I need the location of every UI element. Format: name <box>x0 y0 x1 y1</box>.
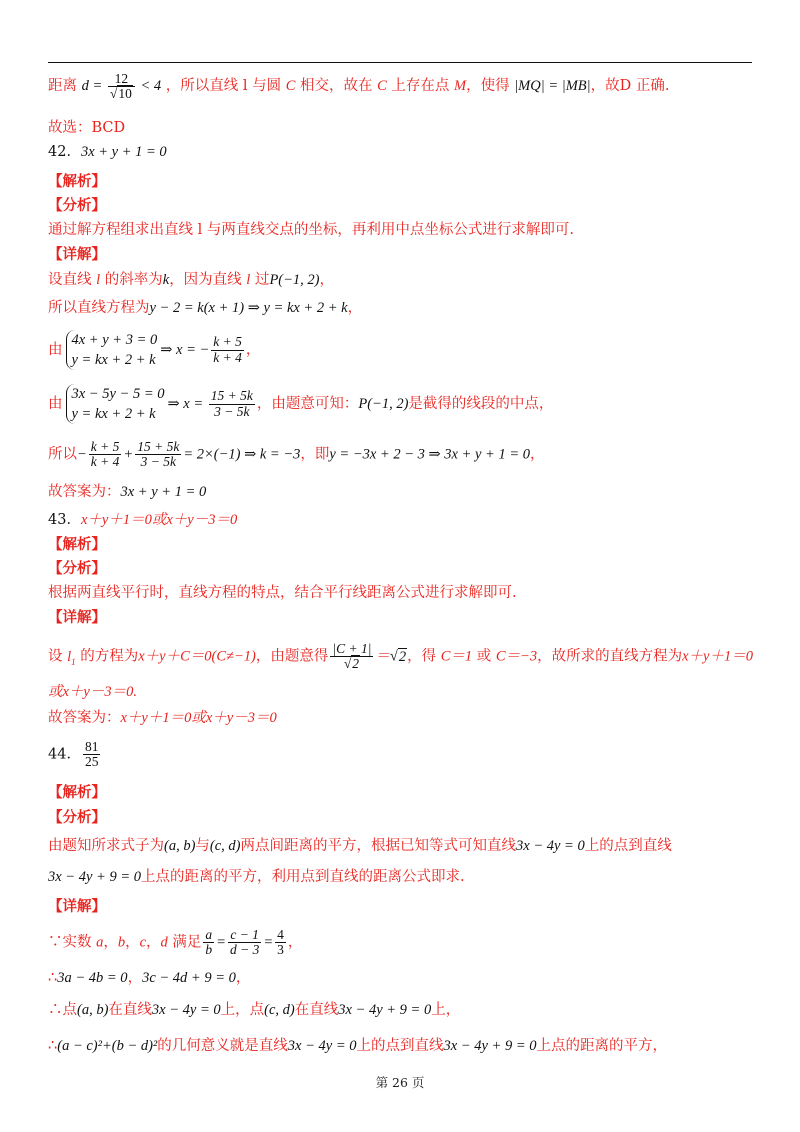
q42-step2: 所以直线方程为y − 2 = k(x + 1) ⇒ y = kx + 2 + k， <box>48 300 363 316</box>
q43-label-xiangjie: 【详解】 <box>48 609 106 626</box>
q44-step4: ∴(a − c)²+(b − d)²的几何意义就是直线3x − 4y = 0上的点到直线3x − 4y + 9 = 0上点的距离的平方， <box>48 1038 667 1054</box>
q42-step1: 设直线 l 的斜率为k，因为直线 l 过P(−1, 2)， <box>48 272 334 288</box>
q43-label-jiexi: 【解析】 <box>48 536 106 553</box>
q42-label-xiangjie: 【详解】 <box>48 246 106 263</box>
q44-label-fenxi: 【分析】 <box>48 809 106 826</box>
q43-heading: 43．x＋y＋1＝0或x＋y－3＝0 <box>48 512 238 528</box>
q44-label-xiangjie: 【详解】 <box>48 898 106 915</box>
q42-step5: 所以− $\frac{k + 5}{k + 4}$ + $\frac{15 + 5k}{3 - 5k}$ = 2×(−1) ⇒ k = −3，即y = −3x + 2 − 3 ⇒ 3x + y + 1 = 0， <box>48 439 545 470</box>
header-rule <box>48 62 752 63</box>
q42-answer: 故答案为：3x + y + 1 = 0 <box>48 484 207 500</box>
q42-step3: 由 4x + y + 3 = 0 y = kx + 2 + k ⇒ x = − $\frac{k + 5}{k + 4}$ ， <box>48 332 261 368</box>
q41-conclusion: 距离 d = $\frac{12}{√10}$ < 4 ，所以直线 l 与圆 C 相交，故在 C 上存在点 M，使得 |MQ| = |MB|，故D 正确. <box>48 71 670 102</box>
q44-analysis-line1: 由题知所求式子为(a, b)与(c, d)两点间距离的平方，根据已知等式可知直线3x − 4y = 0上的点到直线 <box>48 838 672 854</box>
q42-heading: 42．3x + y + 1 = 0 <box>48 144 167 160</box>
q43-analysis: 根据两直线平行时，直线方程的特点，结合平行线距离公式进行求解即可. <box>48 585 517 601</box>
q42-label-fenxi: 【分析】 <box>48 197 106 214</box>
distance-formula: d = $\frac{12}{√10}$ < 4 <box>81 71 162 102</box>
q42-step4: 由 3x − 5y − 5 = 0 y = kx + 2 + k ⇒ x = $\frac{15 + 5k}{3 - 5k}$ ，由题意可知：P(−1, 2)是截得的线段的中点， <box>48 386 554 422</box>
mq-equals-mb: |MQ| = |MB| <box>514 78 591 94</box>
page-footer: 第 26 页 <box>375 1075 425 1090</box>
q44-analysis-line2: 3x − 4y + 9 = 0上点的距离的平方，利用点到直线的距离公式即求. <box>48 869 465 885</box>
q43-step1: 设 $l_1$ 的方程为x＋y＋C＝0(C≠−1)，由题意得 $\frac{|C + 1|}{√2}$ ＝√2，得 C＝1 或 C＝−3，故所求的直线方程为x＋y＋1＝0 <box>48 641 753 672</box>
q44-label-jiexi: 【解析】 <box>48 784 106 801</box>
q43-step2: 或x＋y－3＝0. <box>48 684 137 700</box>
q44-step3: ∴点(a, b)在直线3x − 4y = 0上，点(c, d)在直线3x − 4y + 9 = 0上， <box>48 1002 461 1018</box>
q44-step1: ∵实数 a，b，c，d 满足 $\frac{a}{b}$ = $\frac{c - 1}{d - 3}$ = $\frac{4}{3}$ ， <box>48 927 303 958</box>
q42-analysis: 通过解方程组求出直线 l 与两直线交点的坐标，再利用中点坐标公式进行求解即可. <box>48 222 574 238</box>
q44-step2: ∴3a − 4b = 0，3c − 4d + 9 = 0， <box>48 970 251 986</box>
q41-answer: 故选：BCD <box>48 120 126 136</box>
q42-label-jiexi: 【解析】 <box>48 173 106 190</box>
q43-answer: 故答案为：x＋y＋1＝0或x＋y－3＝0 <box>48 710 277 726</box>
q44-heading: 44． $\frac{81}{25}$ <box>48 739 99 770</box>
q43-label-fenxi: 【分析】 <box>48 560 106 577</box>
